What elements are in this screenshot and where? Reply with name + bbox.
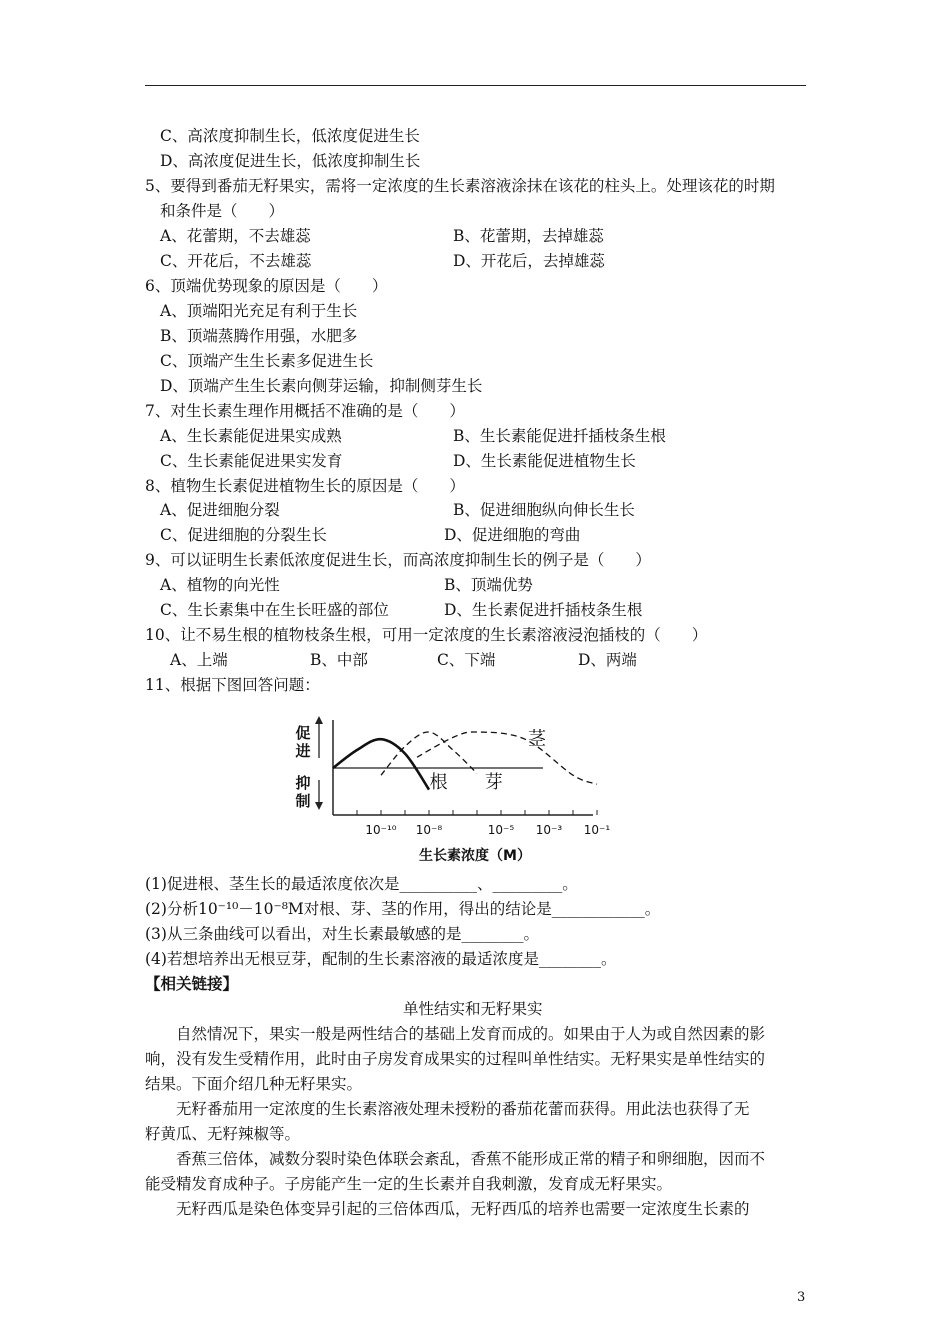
- q8-option-d: D、促进细胞的弯曲: [444, 526, 581, 544]
- q10-option-a: A、上端: [170, 651, 228, 669]
- q7-stem: 7、对生长素生理作用概括不准确的是（ ）: [145, 402, 465, 420]
- paragraph-1-line-2: 响，没有发生受精作用，此时由子房发育成果实的过程叫单性结实。无籽果实是单性结实的: [145, 1050, 766, 1068]
- q9-option-a: A、植物的向光性: [160, 576, 280, 594]
- q10-option-c: C、下端: [437, 651, 496, 669]
- q10-option-d: D、两端: [578, 651, 637, 669]
- x-tick-label: 10⁻⁸: [415, 823, 443, 837]
- q8-option-c: C、促进细胞的分裂生长: [160, 526, 327, 544]
- q5-option-b: B、花蕾期，去掉雄蕊: [453, 227, 604, 245]
- x-tick-label: 10⁻¹: [583, 823, 611, 837]
- promote-arrowhead-icon: [315, 716, 323, 724]
- q5-option-d: D、开花后，去掉雄蕊: [453, 252, 605, 270]
- paragraph-2-line-1: 无籽番茄用一定浓度的生长素溶液处理未授粉的番茄花蕾而获得。用此法也获得了无: [145, 1100, 750, 1118]
- q6-option-d: D、顶端产生生长素向侧芽运输，抑制侧芽生长: [160, 377, 483, 395]
- q7-option-a: A、生长素能促进果实成熟: [160, 427, 342, 445]
- y-label-promote: [294, 724, 310, 760]
- q5-option-c: C、开花后，不去雄蕊: [160, 252, 312, 270]
- q10-option-b: B、中部: [310, 651, 368, 669]
- series-label: 芽: [484, 771, 503, 793]
- page-number: 3: [797, 1290, 806, 1305]
- q9-option-c: C、生长素集中在生长旺盛的部位: [160, 601, 389, 619]
- q11-stem: 11、根据下图回答问题：: [145, 676, 320, 694]
- series-label: 茎: [528, 728, 546, 750]
- q9-option-d: D、生长素促进扦插枝条生根: [444, 601, 643, 619]
- q7-option-c: C、生长素能促进果实发育: [160, 452, 343, 470]
- q8-option-a: A、促进细胞分裂: [160, 501, 280, 519]
- paragraph-3-line-2: 能受精发育成种子。子房能产生一定的生长素并自我刺激，发育成无籽果实。: [145, 1175, 673, 1193]
- paragraph-1-line-1: 自然情况下，果实一般是两性结合的基础上发育而成的。如果由于人为或自然因素的影: [145, 1025, 766, 1043]
- q6-option-b: B、顶端蒸腾作用强，水肥多: [160, 327, 358, 345]
- section-title: 单性结实和无籽果实: [403, 1000, 543, 1018]
- y-label-inhibit-char: 抑: [295, 774, 311, 792]
- y-label-inhibit-char: 制: [295, 792, 311, 810]
- paragraph-2-line-2: 籽黄瓜、无籽辣椒等。: [145, 1125, 301, 1143]
- q8-option-b: B、促进细胞纵向伸长生长: [453, 501, 635, 519]
- paragraph-1-line-3: 结果。下面介绍几种无籽果实。: [145, 1075, 363, 1093]
- q11-sub-2: (2)分析10⁻¹⁰－10⁻⁸M对根、芽、茎的作用，得出的结论是____________。: [145, 900, 661, 918]
- inhibit-arrowhead-icon: [315, 802, 323, 810]
- q6-option-c: C、顶端产生生长素多促进生长: [160, 352, 374, 370]
- paragraph-4-line-1: 无籽西瓜是染色体变异引起的三倍体西瓜，无籽西瓜的培养也需要一定浓度生长素的: [145, 1200, 750, 1218]
- q9-stem: 9、可以证明生长素低浓度促进生长，而高浓度抑制生长的例子是（ ）: [145, 551, 651, 569]
- header-rule: [145, 85, 806, 86]
- related-links-heading: 【相关链接】: [145, 974, 239, 993]
- q7-option-d: D、生长素能促进植物生长: [453, 452, 636, 470]
- y-label-promote-char: 促: [295, 724, 311, 742]
- y-label-inhibit: [295, 774, 310, 810]
- y-label-promote-char: 进: [295, 742, 311, 760]
- q5-stem: 5、要得到番茄无籽果实，需将一定浓度的生长素溶液涂抹在该花的柱头上。处理该花的时期: [145, 177, 775, 195]
- q11-sub-4: (4)若想培养出无根豆芽，配制的生长素溶液的最适浓度是________。: [145, 950, 617, 968]
- q4-option-d: D、高浓度促进生长，低浓度抑制生长: [160, 152, 421, 170]
- q11-sub-3: (3)从三条曲线可以看出，对生长素最敏感的是________。: [145, 925, 539, 943]
- q5-option-a: A、花蕾期，不去雄蕊: [160, 227, 311, 245]
- q8-stem: 8、植物生长素促进植物生长的原因是（ ）: [145, 477, 465, 495]
- x-tick-label: 10⁻¹⁰: [365, 823, 397, 837]
- q7-option-b: B、生长素能促进扦插枝条生根: [453, 427, 666, 445]
- auxin-concentration-chart: [293, 710, 613, 870]
- x-tick-label: 10⁻³: [535, 823, 563, 837]
- x-tick-label: 10⁻⁵: [487, 823, 515, 837]
- q11-sub-1: (1)促进根、茎生长的最适浓度依次是__________、_________。: [145, 875, 578, 893]
- q5-stem-cont: 和条件是（ ）: [160, 202, 285, 220]
- q4-option-c: C、高浓度抑制生长，低浓度促进生长: [160, 127, 420, 145]
- q9-option-b: B、顶端优势: [444, 576, 533, 594]
- q6-option-a: A、顶端阳光充足有利于生长: [160, 302, 358, 320]
- q10-stem: 10、让不易生根的植物枝条生根，可用一定浓度的生长素溶液浸泡插枝的（ ）: [145, 626, 708, 644]
- x-axis-label: 生长素浓度（M）: [419, 848, 531, 864]
- series-line-芽: [381, 732, 477, 775]
- paragraph-3-line-1: 香蕉三倍体，减数分裂时染色体联会紊乱，香蕉不能形成正常的精子和卵细胞，因而不: [145, 1150, 766, 1168]
- q6-stem: 6、顶端优势现象的原因是（ ）: [145, 277, 388, 295]
- series-label: 根: [429, 771, 448, 793]
- series-line-根: [333, 739, 429, 789]
